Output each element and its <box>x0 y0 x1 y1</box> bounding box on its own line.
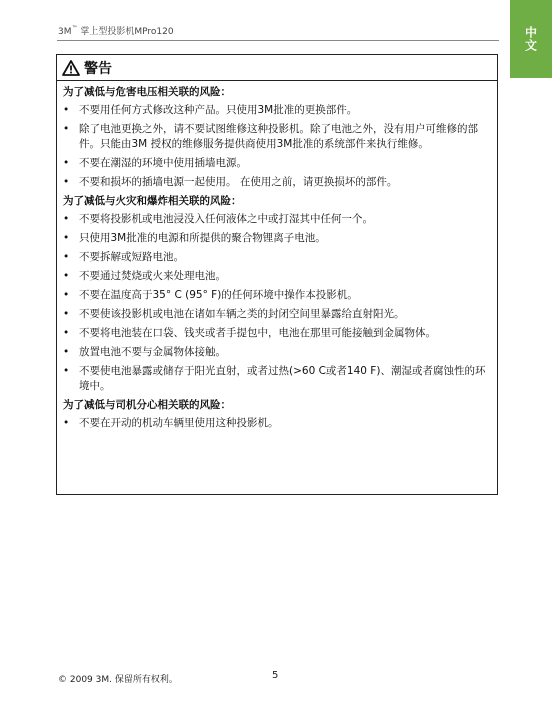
list-item <box>63 212 491 227</box>
bullet-icon: • <box>63 232 70 244</box>
bullet-icon: • <box>63 213 70 225</box>
list-item <box>63 250 491 265</box>
list-item-text: 不要拆解或短路电池。 <box>79 251 184 263</box>
document-header <box>58 24 174 37</box>
language-tab: 中文 <box>510 0 552 78</box>
list-item-text: 除了电池更换之外，请不要试图维修这种投影机。除了电池之外，没有用户可维修的部件。只能由3M 授权的维修服务提供商使用3M批准的系统部件来执行维修。 <box>79 123 478 150</box>
list-item-text: 不要和损坏的插墙电源一起使用。 在使用之前，请更换损坏的部件。 <box>79 176 398 188</box>
section-title: 为了减低与火灾和爆炸相关联的风险： <box>63 195 242 207</box>
list-item-text: 不要使该投影机或电池在诸如车辆之类的封闭空间里暴露给直射阳光。 <box>79 308 405 320</box>
header-divider <box>57 40 499 41</box>
list-item <box>63 231 491 246</box>
page-number: 5 <box>272 670 279 681</box>
bullet-icon: • <box>63 417 70 429</box>
list-item <box>63 416 491 431</box>
section-title: 为了减低与司机分心相关联的风险： <box>63 399 231 411</box>
list-item <box>63 307 491 322</box>
bullet-icon: • <box>63 327 70 339</box>
list-item <box>63 156 491 171</box>
list-item <box>63 288 491 303</box>
warning-list <box>63 212 491 394</box>
list-item-text: 只使用3M批准的电源和所提供的聚合物锂离子电池。 <box>79 232 326 244</box>
list-item-text: 不要通过焚烧或火来处理电池。 <box>79 270 226 282</box>
list-item <box>63 122 491 152</box>
warning-box <box>56 54 498 495</box>
list-item-text: 不要在温度高于35° C (95° F)的任何环境中操作本投影机。 <box>79 289 358 301</box>
warning-triangle-icon <box>62 60 80 76</box>
warning-list <box>63 103 491 190</box>
list-item-text: 放置电池不要与金属物体接触。 <box>79 346 226 358</box>
list-item <box>63 326 491 341</box>
list-item-text: 不要将电池装在口袋、钱夹或者手提包中，电池在那里可能接触到金属物体。 <box>79 327 436 339</box>
list-item <box>63 269 491 284</box>
bullet-icon: • <box>63 365 70 377</box>
warning-title: 警告 <box>84 60 112 77</box>
header-brand: 3M <box>58 27 72 37</box>
list-item-text: 不要用任何方式修改这种产品。只使用3M批准的更换部件。 <box>79 104 358 116</box>
bullet-icon: • <box>63 346 70 358</box>
bullet-icon: • <box>63 157 70 169</box>
warning-list <box>63 416 491 431</box>
list-item-text: 不要将投影机或电池浸没入任何液体之中或打湿其中任何一个。 <box>79 213 373 225</box>
bullet-icon: • <box>63 270 70 282</box>
trademark-symbol: ™ <box>71 25 78 32</box>
bullet-icon: • <box>63 123 70 135</box>
list-item-text: 不要使电池暴露或储存于阳光直射，或者过热(>60 C或者140 F)、潮湿或者腐蚀性的环境中。 <box>79 365 486 392</box>
header-product: 掌上型投影机MPro120 <box>77 27 174 37</box>
bullet-icon: • <box>63 176 70 188</box>
bullet-icon: • <box>63 251 70 263</box>
warning-content <box>57 81 497 431</box>
list-item <box>63 175 491 190</box>
bullet-icon: • <box>63 308 70 320</box>
list-item-text: 不要在潮湿的环境中使用插墙电源。 <box>79 157 247 169</box>
list-item-text: 不要在开动的机动车辆里使用这种投影机。 <box>79 417 279 429</box>
list-item <box>63 103 491 118</box>
bullet-icon: • <box>63 104 70 116</box>
list-item <box>63 364 491 394</box>
footer-copyright: © 2009 3M. 保留所有权利。 <box>58 675 178 685</box>
bullet-icon: • <box>63 289 70 301</box>
warning-header <box>57 55 497 81</box>
section-title: 为了减低与危害电压相关联的风险： <box>63 86 231 98</box>
list-item <box>63 345 491 360</box>
